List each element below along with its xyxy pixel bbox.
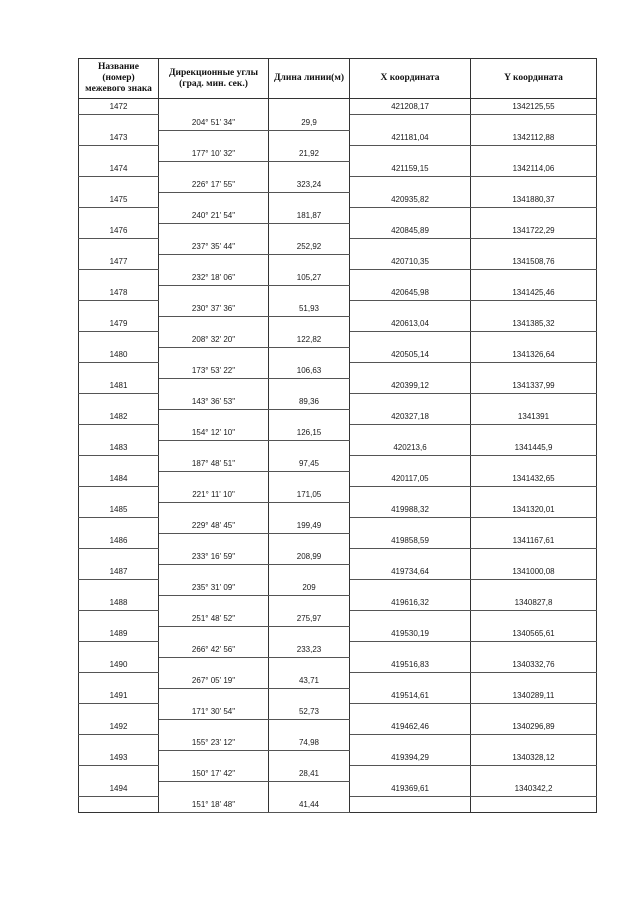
point-name-cell: 1472 bbox=[79, 99, 159, 115]
point-name-cell: 1478 bbox=[79, 285, 159, 301]
y-coordinate-cell: 1341432,65 bbox=[471, 471, 597, 487]
empty-cell bbox=[159, 378, 269, 394]
segment-row bbox=[79, 394, 597, 410]
empty-cell bbox=[350, 394, 471, 410]
point-name-cell: 1487 bbox=[79, 564, 159, 580]
empty-cell bbox=[159, 719, 269, 735]
point-name-cell: 1493 bbox=[79, 750, 159, 766]
point-row bbox=[79, 130, 597, 146]
empty-cell bbox=[269, 688, 350, 704]
boundary-coordinates-table bbox=[78, 58, 597, 813]
empty-cell bbox=[350, 177, 471, 193]
point-name-cell: 1491 bbox=[79, 688, 159, 704]
empty-cell bbox=[79, 580, 159, 596]
empty-cell bbox=[350, 208, 471, 224]
x-coordinate-cell: 420213,6 bbox=[350, 440, 471, 456]
line-length-cell: 29,9 bbox=[269, 115, 350, 131]
empty-cell bbox=[79, 797, 159, 813]
point-row bbox=[79, 750, 597, 766]
y-coordinate-cell: 1341385,32 bbox=[471, 316, 597, 332]
direction-angle-cell: 235° 31' 09" bbox=[159, 580, 269, 596]
empty-cell bbox=[471, 363, 597, 379]
x-coordinate-cell: 420845,89 bbox=[350, 223, 471, 239]
y-coordinate-cell: 1341445,9 bbox=[471, 440, 597, 456]
x-coordinate-cell: 420935,82 bbox=[350, 192, 471, 208]
empty-cell bbox=[269, 378, 350, 394]
empty-cell bbox=[269, 130, 350, 146]
x-coordinate-cell: 419462,46 bbox=[350, 719, 471, 735]
empty-cell bbox=[159, 409, 269, 425]
point-row bbox=[79, 564, 597, 580]
empty-cell bbox=[269, 192, 350, 208]
segment-row bbox=[79, 580, 597, 596]
empty-cell bbox=[269, 99, 350, 115]
segment-row bbox=[79, 518, 597, 534]
segment-row bbox=[79, 735, 597, 751]
table-header-row bbox=[79, 59, 597, 99]
empty-cell bbox=[269, 626, 350, 642]
point-name-cell: 1477 bbox=[79, 254, 159, 270]
x-coordinate-cell: 419516,83 bbox=[350, 657, 471, 673]
empty-cell bbox=[159, 254, 269, 270]
segment-row bbox=[79, 549, 597, 565]
empty-cell bbox=[471, 239, 597, 255]
point-row bbox=[79, 781, 597, 797]
point-name-cell: 1488 bbox=[79, 595, 159, 611]
empty-cell bbox=[79, 394, 159, 410]
empty-cell bbox=[471, 642, 597, 658]
empty-cell bbox=[159, 626, 269, 642]
line-length-cell: 105,27 bbox=[269, 270, 350, 286]
x-coordinate-cell: 420710,35 bbox=[350, 254, 471, 270]
point-row bbox=[79, 688, 597, 704]
line-length-cell: 28,41 bbox=[269, 766, 350, 782]
point-name-cell: 1484 bbox=[79, 471, 159, 487]
x-coordinate-cell: 420613,04 bbox=[350, 316, 471, 332]
segment-row bbox=[79, 301, 597, 317]
empty-cell bbox=[79, 487, 159, 503]
direction-angle-cell: 177° 10' 32" bbox=[159, 146, 269, 162]
empty-cell bbox=[269, 223, 350, 239]
empty-cell bbox=[79, 270, 159, 286]
direction-angle-cell: 154° 12' 10" bbox=[159, 425, 269, 441]
point-name-cell: 1494 bbox=[79, 781, 159, 797]
empty-cell bbox=[350, 766, 471, 782]
empty-cell bbox=[79, 115, 159, 131]
direction-angle-cell: 226° 17' 55" bbox=[159, 177, 269, 193]
point-name-cell: 1490 bbox=[79, 657, 159, 673]
y-coordinate-cell: 1340342,2 bbox=[471, 781, 597, 797]
empty-cell bbox=[350, 301, 471, 317]
empty-cell bbox=[350, 487, 471, 503]
segment-row bbox=[79, 704, 597, 720]
empty-cell bbox=[471, 177, 597, 193]
empty-cell bbox=[269, 440, 350, 456]
y-coordinate-cell: 1340296,89 bbox=[471, 719, 597, 735]
line-length-cell: 21,92 bbox=[269, 146, 350, 162]
direction-angle-cell: 267° 05' 19" bbox=[159, 673, 269, 689]
segment-row bbox=[79, 797, 597, 813]
point-name-cell: 1475 bbox=[79, 192, 159, 208]
empty-cell bbox=[159, 471, 269, 487]
y-coordinate-cell: 1340332,76 bbox=[471, 657, 597, 673]
point-name-cell: 1483 bbox=[79, 440, 159, 456]
line-length-cell: 181,87 bbox=[269, 208, 350, 224]
x-coordinate-cell: 419369,61 bbox=[350, 781, 471, 797]
empty-cell bbox=[269, 502, 350, 518]
y-coordinate-cell: 1342112,88 bbox=[471, 130, 597, 146]
point-row bbox=[79, 440, 597, 456]
x-coordinate-cell: 420399,12 bbox=[350, 378, 471, 394]
point-row bbox=[79, 502, 597, 518]
point-row bbox=[79, 595, 597, 611]
segment-row bbox=[79, 425, 597, 441]
header-line-length: Длина линии(м) bbox=[269, 59, 350, 99]
empty-cell bbox=[159, 316, 269, 332]
empty-cell bbox=[79, 208, 159, 224]
direction-angle-cell: 233° 16' 59" bbox=[159, 549, 269, 565]
line-length-cell: 275,97 bbox=[269, 611, 350, 627]
point-row bbox=[79, 254, 597, 270]
empty-cell bbox=[350, 549, 471, 565]
empty-cell bbox=[350, 673, 471, 689]
empty-cell bbox=[471, 611, 597, 627]
segment-row bbox=[79, 363, 597, 379]
direction-angle-cell: 204° 51' 34" bbox=[159, 115, 269, 131]
empty-cell bbox=[269, 564, 350, 580]
line-length-cell: 208,99 bbox=[269, 549, 350, 565]
empty-cell bbox=[159, 99, 269, 115]
direction-angle-cell: 155° 23' 12" bbox=[159, 735, 269, 751]
x-coordinate-cell: 419530,19 bbox=[350, 626, 471, 642]
point-row bbox=[79, 471, 597, 487]
y-coordinate-cell: 1341880,37 bbox=[471, 192, 597, 208]
empty-cell bbox=[350, 146, 471, 162]
empty-cell bbox=[471, 518, 597, 534]
point-row bbox=[79, 161, 597, 177]
segment-row bbox=[79, 611, 597, 627]
direction-angle-cell: 230° 37' 36" bbox=[159, 301, 269, 317]
empty-cell bbox=[471, 301, 597, 317]
direction-angle-cell: 171° 30' 54" bbox=[159, 704, 269, 720]
point-name-cell: 1482 bbox=[79, 409, 159, 425]
empty-cell bbox=[471, 735, 597, 751]
empty-cell bbox=[159, 161, 269, 177]
y-coordinate-cell: 1340328,12 bbox=[471, 750, 597, 766]
empty-cell bbox=[79, 177, 159, 193]
empty-cell bbox=[350, 704, 471, 720]
empty-cell bbox=[79, 518, 159, 534]
empty-cell bbox=[79, 332, 159, 348]
line-length-cell: 252,92 bbox=[269, 239, 350, 255]
line-length-cell: 97,45 bbox=[269, 456, 350, 472]
empty-cell bbox=[471, 115, 597, 131]
y-coordinate-cell: 1341508,76 bbox=[471, 254, 597, 270]
direction-angle-cell: 266° 42' 56" bbox=[159, 642, 269, 658]
empty-cell bbox=[350, 332, 471, 348]
direction-angle-cell: 143° 36' 53" bbox=[159, 394, 269, 410]
empty-cell bbox=[471, 425, 597, 441]
segment-row bbox=[79, 239, 597, 255]
x-coordinate-cell: 419734,64 bbox=[350, 564, 471, 580]
line-length-cell: 43,71 bbox=[269, 673, 350, 689]
empty-cell bbox=[269, 719, 350, 735]
empty-cell bbox=[350, 239, 471, 255]
empty-cell bbox=[471, 549, 597, 565]
empty-cell bbox=[471, 704, 597, 720]
direction-angle-cell: 229° 48' 45" bbox=[159, 518, 269, 534]
line-length-cell: 126,15 bbox=[269, 425, 350, 441]
segment-row bbox=[79, 146, 597, 162]
empty-cell bbox=[269, 254, 350, 270]
empty-cell bbox=[471, 580, 597, 596]
point-row bbox=[79, 223, 597, 239]
empty-cell bbox=[471, 456, 597, 472]
line-length-cell: 106,63 bbox=[269, 363, 350, 379]
empty-cell bbox=[159, 130, 269, 146]
y-coordinate-cell: 1341167,61 bbox=[471, 533, 597, 549]
empty-cell bbox=[269, 316, 350, 332]
line-length-cell: 171,05 bbox=[269, 487, 350, 503]
empty-cell bbox=[159, 595, 269, 611]
empty-cell bbox=[471, 394, 597, 410]
empty-cell bbox=[159, 657, 269, 673]
point-row bbox=[79, 378, 597, 394]
empty-cell bbox=[79, 735, 159, 751]
empty-cell bbox=[79, 642, 159, 658]
point-row bbox=[79, 719, 597, 735]
direction-angle-cell: 232° 18' 06" bbox=[159, 270, 269, 286]
empty-cell bbox=[79, 363, 159, 379]
empty-cell bbox=[471, 332, 597, 348]
line-length-cell: 199,49 bbox=[269, 518, 350, 534]
table-body bbox=[79, 99, 597, 813]
segment-row bbox=[79, 766, 597, 782]
empty-cell bbox=[471, 797, 597, 813]
empty-cell bbox=[79, 673, 159, 689]
segment-row bbox=[79, 208, 597, 224]
x-coordinate-cell: 420117,05 bbox=[350, 471, 471, 487]
empty-cell bbox=[269, 409, 350, 425]
y-coordinate-cell: 1341425,46 bbox=[471, 285, 597, 301]
direction-angle-cell: 187° 48' 51" bbox=[159, 456, 269, 472]
point-row bbox=[79, 533, 597, 549]
x-coordinate-cell: 419514,61 bbox=[350, 688, 471, 704]
point-name-cell: 1473 bbox=[79, 130, 159, 146]
y-coordinate-cell: 1341000,08 bbox=[471, 564, 597, 580]
segment-row bbox=[79, 673, 597, 689]
empty-cell bbox=[471, 487, 597, 503]
empty-cell bbox=[269, 285, 350, 301]
y-coordinate-cell: 1340827,8 bbox=[471, 595, 597, 611]
empty-cell bbox=[471, 146, 597, 162]
point-row bbox=[79, 285, 597, 301]
direction-angle-cell: 151° 18' 48" bbox=[159, 797, 269, 813]
empty-cell bbox=[471, 208, 597, 224]
point-name-cell: 1476 bbox=[79, 223, 159, 239]
empty-cell bbox=[79, 425, 159, 441]
empty-cell bbox=[159, 533, 269, 549]
empty-cell bbox=[159, 750, 269, 766]
x-coordinate-cell: 420645,98 bbox=[350, 285, 471, 301]
segment-row bbox=[79, 270, 597, 286]
y-coordinate-cell: 1342114,06 bbox=[471, 161, 597, 177]
empty-cell bbox=[269, 347, 350, 363]
line-length-cell: 74,98 bbox=[269, 735, 350, 751]
empty-cell bbox=[350, 642, 471, 658]
segment-row bbox=[79, 456, 597, 472]
header-point-name: Название (номер) межевого знака bbox=[79, 59, 159, 99]
y-coordinate-cell: 1340565,61 bbox=[471, 626, 597, 642]
line-length-cell: 323,24 bbox=[269, 177, 350, 193]
empty-cell bbox=[269, 533, 350, 549]
empty-cell bbox=[159, 440, 269, 456]
y-coordinate-cell: 1341320,01 bbox=[471, 502, 597, 518]
empty-cell bbox=[159, 564, 269, 580]
empty-cell bbox=[159, 223, 269, 239]
line-length-cell: 51,93 bbox=[269, 301, 350, 317]
y-coordinate-cell: 1341722,29 bbox=[471, 223, 597, 239]
x-coordinate-cell: 420327,18 bbox=[350, 409, 471, 425]
empty-cell bbox=[350, 611, 471, 627]
empty-cell bbox=[269, 161, 350, 177]
point-name-cell: 1474 bbox=[79, 161, 159, 177]
empty-cell bbox=[350, 115, 471, 131]
point-name-cell: 1489 bbox=[79, 626, 159, 642]
x-coordinate-cell: 421159,15 bbox=[350, 161, 471, 177]
empty-cell bbox=[269, 750, 350, 766]
direction-angle-cell: 208° 32' 20" bbox=[159, 332, 269, 348]
header-direction-angle: Дирекционные углы (град. мин. сек.) bbox=[159, 59, 269, 99]
point-row bbox=[79, 192, 597, 208]
line-length-cell: 41,44 bbox=[269, 797, 350, 813]
direction-angle-cell: 240° 21' 54" bbox=[159, 208, 269, 224]
point-name-cell: 1481 bbox=[79, 378, 159, 394]
segment-row bbox=[79, 177, 597, 193]
empty-cell bbox=[159, 285, 269, 301]
header-x-coordinate: X координата bbox=[350, 59, 471, 99]
empty-cell bbox=[79, 611, 159, 627]
x-coordinate-cell: 420505,14 bbox=[350, 347, 471, 363]
direction-angle-cell: 221° 11' 10" bbox=[159, 487, 269, 503]
y-coordinate-cell: 1341337,99 bbox=[471, 378, 597, 394]
point-name-cell: 1492 bbox=[79, 719, 159, 735]
empty-cell bbox=[350, 797, 471, 813]
empty-cell bbox=[269, 595, 350, 611]
empty-cell bbox=[159, 502, 269, 518]
point-row bbox=[79, 409, 597, 425]
empty-cell bbox=[350, 425, 471, 441]
direction-angle-cell: 150° 17' 42" bbox=[159, 766, 269, 782]
empty-cell bbox=[79, 704, 159, 720]
x-coordinate-cell: 419858,59 bbox=[350, 533, 471, 549]
empty-cell bbox=[159, 781, 269, 797]
point-name-cell: 1479 bbox=[79, 316, 159, 332]
empty-cell bbox=[269, 471, 350, 487]
empty-cell bbox=[350, 735, 471, 751]
segment-row bbox=[79, 487, 597, 503]
empty-cell bbox=[159, 347, 269, 363]
point-name-cell: 1480 bbox=[79, 347, 159, 363]
empty-cell bbox=[269, 781, 350, 797]
x-coordinate-cell: 419616,32 bbox=[350, 595, 471, 611]
empty-cell bbox=[350, 456, 471, 472]
line-length-cell: 89,36 bbox=[269, 394, 350, 410]
empty-cell bbox=[471, 673, 597, 689]
empty-cell bbox=[79, 239, 159, 255]
empty-cell bbox=[79, 456, 159, 472]
y-coordinate-cell: 1342125,55 bbox=[471, 99, 597, 115]
empty-cell bbox=[350, 580, 471, 596]
empty-cell bbox=[79, 766, 159, 782]
empty-cell bbox=[471, 270, 597, 286]
empty-cell bbox=[159, 688, 269, 704]
x-coordinate-cell: 421208,17 bbox=[350, 99, 471, 115]
x-coordinate-cell: 419394,29 bbox=[350, 750, 471, 766]
segment-row bbox=[79, 115, 597, 131]
header-y-coordinate: Y координата bbox=[471, 59, 597, 99]
empty-cell bbox=[471, 766, 597, 782]
direction-angle-cell: 251° 48' 52" bbox=[159, 611, 269, 627]
empty-cell bbox=[269, 657, 350, 673]
empty-cell bbox=[159, 192, 269, 208]
segment-row bbox=[79, 332, 597, 348]
empty-cell bbox=[350, 518, 471, 534]
line-length-cell: 122,82 bbox=[269, 332, 350, 348]
direction-angle-cell: 237° 35' 44" bbox=[159, 239, 269, 255]
y-coordinate-cell: 1341326,64 bbox=[471, 347, 597, 363]
point-row bbox=[79, 316, 597, 332]
empty-cell bbox=[79, 549, 159, 565]
y-coordinate-cell: 1341391 bbox=[471, 409, 597, 425]
point-name-cell: 1486 bbox=[79, 533, 159, 549]
line-length-cell: 52,73 bbox=[269, 704, 350, 720]
line-length-cell: 233,23 bbox=[269, 642, 350, 658]
x-coordinate-cell: 421181,04 bbox=[350, 130, 471, 146]
empty-cell bbox=[350, 363, 471, 379]
line-length-cell: 209 bbox=[269, 580, 350, 596]
point-row bbox=[79, 99, 597, 115]
empty-cell bbox=[79, 301, 159, 317]
point-row bbox=[79, 657, 597, 673]
x-coordinate-cell: 419988,32 bbox=[350, 502, 471, 518]
direction-angle-cell: 173° 53' 22" bbox=[159, 363, 269, 379]
point-row bbox=[79, 347, 597, 363]
segment-row bbox=[79, 642, 597, 658]
empty-cell bbox=[79, 146, 159, 162]
empty-cell bbox=[350, 270, 471, 286]
point-row bbox=[79, 626, 597, 642]
point-name-cell: 1485 bbox=[79, 502, 159, 518]
y-coordinate-cell: 1340289,11 bbox=[471, 688, 597, 704]
